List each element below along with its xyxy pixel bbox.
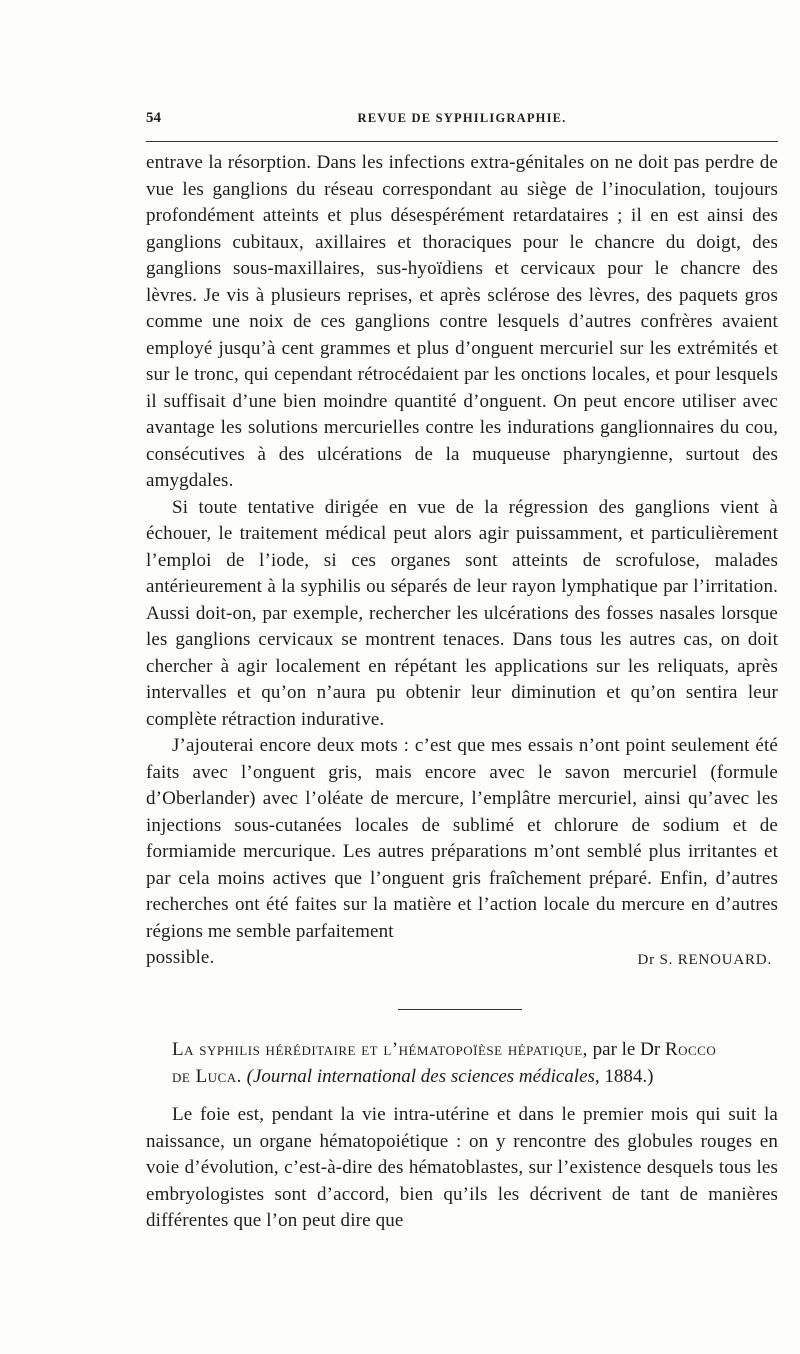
author-name-cont: de Luca. bbox=[172, 1066, 242, 1087]
article-title: La syphilis héréditaire et l’hématopoïèse hépatique, bbox=[172, 1039, 588, 1060]
journal-name: (Journal international des sciences médicales, bbox=[246, 1066, 600, 1087]
paragraph: Le foie est, pendant la vie intra-utérine et dans le premier mois qui suit la naissance, un organe hématopoiétique : on y rencontre des globules rouges en voie d’évolution, c’est-à-dire des hématoblastes, sur l’existence desquels tous les embryologistes sont d’accord, bien qu’ils les décrivent de tant de manières différentes que l’on peut dire que bbox=[146, 1104, 778, 1231]
author-name: Rocco bbox=[664, 1039, 717, 1060]
review-heading bbox=[146, 1036, 778, 1090]
section-separator bbox=[398, 1009, 522, 1010]
closing-word: possible. bbox=[146, 947, 215, 968]
heading-line-1 bbox=[146, 1036, 778, 1063]
closing-line bbox=[146, 945, 778, 972]
by-word: par le bbox=[592, 1039, 636, 1060]
journal-year: 1884.) bbox=[604, 1066, 654, 1087]
author-title: Dr bbox=[640, 1039, 661, 1060]
paragraph: J’ajouterai encore deux mots : c’est que mes essais n’ont point seulement été faits avec l’onguent gris, mais encore avec le savon mercuriel (formule d’Oberlander) avec l’oléate de mercure, l’emplâtre mercuriel, ainsi qu’avec les injections sous-cutanées locales de sublimé et chlorure de sodium et de formiamide mercurique. Les autres préparations m’ont semblé plus irritantes et par cela moins actives que l’onguent gris fraîchement préparé. Enfin, d’autres recherches ont été faites sur la matière et l’action locale du mercure en d’autres régions me semble parfaitement bbox=[146, 735, 778, 942]
heading-line-2 bbox=[146, 1063, 778, 1090]
running-title: REVUE DE SYPHILIGRAPHIE. bbox=[357, 111, 567, 125]
review-body bbox=[146, 1102, 778, 1235]
page-number: 54 bbox=[146, 110, 161, 126]
paragraph: entrave la résorption. Dans les infections extra-génitales on ne doit pas perdre de vue les ganglions du réseau correspondant au siège de l’inoculation, toujours profondément atteints et plus désespérément retardataires ; il en est ainsi des ganglions cubitaux, axillaires et thoraciques pour le chancre du doigt, des ganglions sous-maxillaires, sus-hyoïdiens et cervicaux pour le chancre des lèvres. Je vis à plusieurs reprises, et après sclérose des lèvres, des paquets gros comme une noix de ces ganglions contre lesquels d’autres confrères avaient employé jusqu’à cent grammes et plus d’onguent mercuriel sur les extrémités et sur le tronc, qui cependant rétrocédaient par les onctions locales, et pour lesquels il suffisait d’une bien moindre quantité d’onguent. On peut encore utiliser avec avantage les solutions mercurielles contre les indurations ganglionnaires du cou, consécutives à des ulcérations de la muqueuse pharyngienne, surtout des amygdales. bbox=[146, 152, 778, 491]
author-signature: Dr S. RENOUARD. bbox=[637, 952, 772, 968]
page-header bbox=[146, 110, 778, 132]
header-rule bbox=[146, 141, 778, 142]
paragraph: Si toute tentative dirigée en vue de la régression des ganglions vient à échouer, le traitement médical peut alors agir puissamment, et particulièrement l’emploi de l’iode, si ces organes sont atteints de scrofulose, malades antérieurement à la syphilis ou séparés de leur rayon lymphatique par l’irritation. Aussi doit-on, par exemple, rechercher les ulcérations des fosses nasales lorsque les ganglions cervicaux se montrent tenaces. Dans tous les autres cas, on doit chercher à agir localement en répétant les applications sur les reliquats, après intervalles et qu’on n’aura pu obtenir leur diminution et qu’on sentira leur complète rétraction indurative. bbox=[146, 496, 778, 730]
article-continuation bbox=[146, 150, 778, 972]
